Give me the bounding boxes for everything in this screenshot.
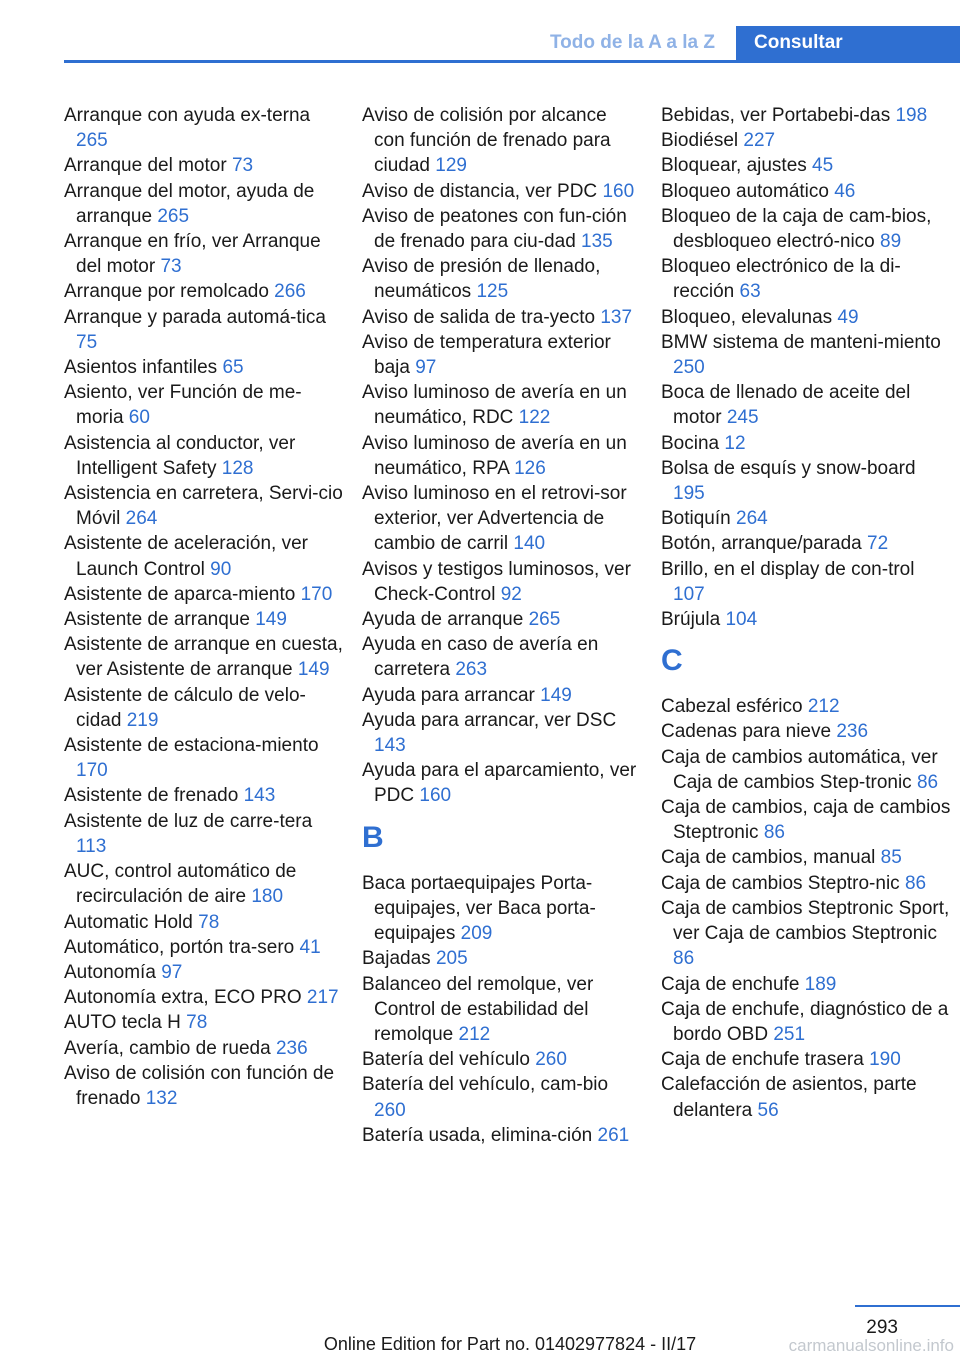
page-link[interactable]: 245 (726, 407, 759, 429)
entry-term: AUC, control automático de recirculación de aire (64, 861, 297, 908)
index-entry (661, 1072, 951, 1122)
index-entry (64, 431, 344, 481)
index-entry (661, 896, 951, 972)
entry-term: Autonomía (64, 961, 156, 983)
index-entry (661, 531, 951, 556)
entry-term: Asistente de aparca-miento (64, 583, 296, 605)
index-entry (64, 733, 344, 783)
index-entry (64, 607, 344, 632)
entry-term: Caja de cambios, manual (661, 847, 876, 869)
entry-term: Asistente de arranque en cuesta, ver Asistente de arranque (64, 634, 343, 681)
index-column-2 (362, 103, 642, 1148)
section-letter: C (661, 644, 683, 678)
entry-term: Aviso de colisión por alcance con función de frenado para ciudad (362, 105, 611, 177)
index-entry (661, 719, 951, 744)
index-entry (64, 1036, 344, 1061)
page-link[interactable]: 126 (514, 457, 546, 479)
index-entry (661, 1047, 951, 1072)
entry-term: Aviso de distancia, ver PDC (362, 180, 598, 202)
page-link[interactable]: 143 (374, 735, 406, 757)
page-link[interactable]: 135 (581, 231, 613, 253)
page-link[interactable]: 97 (415, 357, 437, 379)
page-link[interactable]: 128 (221, 457, 254, 479)
entry-term: Baca portaequipajes Porta-equipajes, ver Baca porta-equipajes (362, 872, 596, 945)
page-link[interactable]: 180 (251, 886, 284, 908)
page-link[interactable]: 149 (255, 609, 287, 631)
page-link[interactable]: 75 (76, 331, 98, 353)
page-link[interactable]: 45 (812, 155, 834, 177)
page-link[interactable]: 227 (743, 130, 776, 152)
page-link[interactable]: 261 (597, 1124, 630, 1146)
index-entry (661, 179, 951, 204)
index-entry (661, 845, 951, 870)
index-entry (661, 254, 951, 304)
page-link[interactable]: 78 (186, 1012, 208, 1034)
entry-term: Aviso luminoso de avería en un neumático, RPA (362, 432, 627, 479)
index-entry (362, 254, 642, 304)
page-link[interactable]: 12 (724, 432, 746, 454)
index-entry (661, 204, 951, 254)
page-link[interactable]: 264 (736, 508, 768, 530)
entry-term: Caja de cambios automática, ver Caja de cambios Step-tronic (661, 746, 938, 793)
entry-term: Cadenas para nieve (661, 721, 832, 743)
index-column-1 (64, 103, 344, 1111)
entry-term: Aviso de salida de tra-yecto (362, 306, 596, 328)
entry-term: Biodiésel (661, 130, 739, 152)
index-entry (661, 506, 951, 531)
entry-term: Arranque y parada automá-tica (64, 306, 326, 328)
index-entry (661, 795, 951, 845)
page-link[interactable]: 86 (763, 822, 785, 844)
page-link[interactable]: 236 (275, 1037, 308, 1059)
page-link[interactable]: 125 (476, 281, 509, 303)
page-link[interactable]: 132 (145, 1087, 178, 1109)
entry-term: Botón, arranque/parada (661, 533, 862, 555)
index-entry (64, 305, 344, 355)
entry-term: Arranque por remolcado (64, 281, 269, 303)
index-entry (661, 997, 951, 1047)
page-link[interactable]: 160 (602, 180, 635, 202)
index-entry (64, 809, 344, 859)
entry-term: Aviso de temperatura exterior baja (362, 331, 611, 379)
entry-term: Cabezal esférico (661, 696, 803, 718)
page-link[interactable]: 217 (306, 987, 339, 1009)
page-link[interactable]: 265 (528, 609, 561, 631)
page-link[interactable]: 195 (673, 483, 705, 505)
entry-term: Arranque del motor, ayuda de arranque (64, 180, 315, 227)
watermark: carmanualsonline.info (788, 1336, 954, 1355)
index-entry (362, 481, 642, 557)
entry-term: Autonomía extra, ECO PRO (64, 987, 302, 1009)
index-entry (64, 859, 344, 909)
index-entry (661, 305, 951, 330)
entry-term: Asientos infantiles (64, 357, 218, 379)
page-link[interactable]: 190 (869, 1049, 901, 1071)
entry-term: Brillo, en el display de con-trol (661, 558, 915, 580)
entry-term: AUTO tecla H (64, 1012, 181, 1034)
entry-term: Ayuda para arrancar, ver DSC (362, 709, 617, 731)
entry-term: Asistente de estaciona-miento (64, 735, 319, 757)
page-link[interactable]: 86 (673, 948, 695, 970)
index-entry (362, 305, 642, 330)
entry-term: Caja de enchufe (661, 973, 800, 995)
index-entry (64, 355, 344, 380)
index-entry (362, 1123, 642, 1148)
entry-term: Bebidas, ver Portabebi-das (661, 105, 891, 126)
page-link[interactable]: 86 (904, 872, 927, 894)
page-link[interactable]: 104 (725, 609, 758, 631)
page-link[interactable]: 56 (757, 1099, 779, 1121)
entry-term: Ayuda para arrancar (362, 684, 535, 706)
page-link[interactable]: 137 (600, 306, 633, 328)
index-entry (362, 632, 642, 682)
page-link[interactable]: 49 (837, 306, 859, 328)
entry-term: Aviso de peatones con fun-ción de frenado para ciu-dad (362, 205, 627, 253)
entry-term: Ayuda en caso de avería en carretera (362, 634, 599, 681)
page-link[interactable]: 41 (299, 936, 321, 958)
page-link[interactable]: 209 (460, 923, 493, 945)
page-link[interactable]: 129 (435, 155, 467, 177)
page-link[interactable]: 113 (76, 835, 107, 857)
page-link[interactable]: 198 (895, 105, 928, 126)
page-link[interactable]: 85 (880, 847, 902, 869)
entry-term: Bloquear, ajustes (661, 155, 807, 177)
edition-footer: Online Edition for Part no. 01402977824 - II/17 (323, 1334, 697, 1354)
page-link[interactable]: 260 (374, 1099, 406, 1121)
page-link[interactable]: 149 (297, 659, 330, 681)
entry-term: BMW sistema de manteni-miento (661, 331, 941, 353)
index-entry (362, 179, 642, 204)
entry-term: Asistencia en carretera, Servi-cio Móvil (64, 483, 343, 530)
entry-term: Batería del vehículo (362, 1049, 530, 1071)
page-link[interactable]: 212 (807, 696, 840, 718)
index-entry (64, 153, 344, 178)
index-entry (362, 708, 642, 758)
entry-term: Avisos y testigos luminosos, ver Check-Control (362, 558, 631, 605)
index-entry (64, 229, 344, 279)
entry-term: Aviso de presión de llenado, neumáticos (362, 256, 601, 303)
entry-term: Caja de cambios, caja de cambios Steptronic (661, 797, 951, 844)
index-entry (661, 103, 951, 128)
page-link[interactable]: 260 (535, 1049, 567, 1071)
index-entry (362, 871, 642, 947)
entry-term: Bloqueo, elevalunas (661, 306, 833, 328)
entry-term: Asiento, ver Función de me-moria (64, 382, 302, 429)
entry-term: Caja de enchufe trasera (661, 1049, 864, 1071)
entry-term: Automatic Hold (64, 911, 193, 933)
index-entry (362, 330, 642, 380)
index-entry (64, 910, 344, 935)
index-entry (64, 481, 344, 531)
page-link[interactable]: 170 (300, 583, 333, 605)
entry-term: Batería usada, elimina-ción (362, 1124, 593, 1146)
index-entry (64, 935, 344, 960)
index-entry (661, 607, 951, 632)
section-letter: B (362, 820, 384, 854)
page-number: 293 (866, 1317, 898, 1338)
entry-term: Calefacción de asientos, parte delantera (661, 1074, 917, 1121)
index-entry (64, 582, 344, 607)
page-link[interactable]: 65 (222, 357, 244, 379)
entry-term: Arranque en frío, ver Arranque del motor (64, 231, 321, 278)
header-rule (64, 60, 960, 63)
index-entry (64, 783, 344, 808)
page-link[interactable]: 89 (880, 231, 902, 253)
entry-term: Caja de enchufe, diagnóstico de a bordo OBD (661, 998, 949, 1045)
entry-term: Botiquín (661, 508, 731, 530)
index-entry (362, 758, 642, 808)
page-link[interactable]: 73 (160, 256, 182, 278)
page-link[interactable]: 251 (773, 1023, 806, 1045)
page-link[interactable]: 236 (836, 721, 869, 743)
entry-term: Asistente de frenado (64, 785, 239, 807)
entry-term: Asistente de luz de carre-tera (64, 810, 313, 832)
index-entry (362, 946, 642, 971)
page-link[interactable]: 73 (231, 155, 254, 177)
page-link[interactable]: 263 (455, 659, 488, 681)
index-entry (661, 557, 951, 607)
entry-term: Asistente de aceleración, ver Launch Control (64, 533, 308, 580)
index-entry (661, 153, 951, 178)
page-link[interactable]: 86 (916, 771, 939, 793)
entry-term: Arranque con ayuda ex-terna (64, 105, 311, 126)
index-entry (64, 632, 344, 682)
entry-term: Asistencia al conductor, ver Intelligent Safety (64, 432, 296, 479)
index-entry (661, 330, 951, 380)
index-entry (64, 380, 344, 430)
page-link[interactable]: 205 (435, 948, 468, 970)
page-link[interactable]: 189 (804, 973, 837, 995)
page-link[interactable]: 170 (76, 760, 108, 782)
page-link[interactable]: 90 (210, 558, 232, 580)
index-entry (362, 607, 642, 632)
index-entry (362, 431, 642, 481)
entry-term: Bloqueo de la caja de cam-bios, desbloqueo electró-nico (661, 205, 932, 253)
entry-term: Ayuda para el aparcamiento, ver PDC (362, 760, 637, 807)
page-link[interactable]: 160 (419, 785, 452, 807)
page-link[interactable]: 265 (76, 130, 108, 152)
entry-term: Avería, cambio de rueda (64, 1037, 271, 1059)
page-link[interactable]: 92 (500, 583, 522, 605)
index-entry (362, 380, 642, 430)
page-link[interactable]: 212 (458, 1023, 491, 1045)
index-entry (64, 103, 344, 153)
page-link[interactable]: 72 (867, 533, 889, 555)
index-entry (661, 431, 951, 456)
page-link[interactable]: 63 (739, 281, 761, 303)
page-link[interactable]: 122 (518, 407, 551, 429)
entry-term: Caja de cambios Steptro-nic (661, 872, 900, 894)
index-entry (661, 972, 951, 997)
index-entry (64, 683, 344, 733)
index-entry (362, 683, 642, 708)
entry-term: Batería del vehículo, cam-bio (362, 1074, 609, 1096)
index-entry (362, 103, 642, 179)
index-entry (661, 694, 951, 719)
index-entry (362, 204, 642, 254)
entry-term: Aviso luminoso de avería en un neumático, RDC (362, 382, 627, 429)
page-link[interactable]: 140 (513, 533, 546, 555)
index-entry (362, 1072, 642, 1122)
index-entry (64, 960, 344, 985)
index-entry (661, 871, 951, 896)
index-entry (64, 531, 344, 581)
entry-term: Bajadas (362, 948, 431, 970)
page-link[interactable]: 149 (540, 684, 572, 706)
entry-term: Caja de cambios Steptronic Sport, ver Caja de cambios Steptronic (661, 897, 950, 945)
index-column-3 (661, 103, 951, 1123)
entry-term: Boca de llenado de aceite del motor (661, 382, 911, 429)
index-entry (661, 128, 951, 153)
page-link[interactable]: 266 (274, 281, 306, 303)
entry-term: Bocina (661, 432, 720, 454)
index-entry (362, 1047, 642, 1072)
index-entry (64, 1061, 344, 1111)
entry-term: Asistente de cálculo de velo-cidad (64, 684, 306, 731)
entry-term: Bloqueo automático (661, 180, 829, 202)
entry-term: Asistente de arranque (64, 609, 250, 631)
index-entry (64, 179, 344, 229)
entry-term: Bloqueo electrónico de la di-rección (661, 256, 901, 303)
page-link[interactable]: 250 (673, 357, 705, 379)
page-link[interactable]: 46 (834, 180, 856, 202)
entry-term: Balanceo del remolque, ver Control de estabilidad del remolque (362, 973, 594, 1045)
footer-rule (855, 1305, 960, 1307)
index-entry (362, 557, 642, 607)
index-entry (661, 380, 951, 430)
index-entry (64, 1010, 344, 1035)
entry-term: Automático, portón tra-sero (64, 936, 295, 958)
index-entry (362, 972, 642, 1048)
page-link[interactable]: 107 (673, 583, 705, 605)
index-entry (64, 985, 344, 1010)
tab-consultar: Consultar (736, 26, 960, 60)
entry-term: Aviso de colisión con función de frenado (64, 1062, 335, 1109)
entry-term: Aviso luminoso en el retrovi-sor exterior, ver Advertencia de cambio de carril (362, 483, 627, 555)
entry-term: Bolsa de esquís y snow-board (661, 457, 916, 479)
index-entry (661, 745, 951, 795)
index-entry (661, 456, 951, 506)
page-link[interactable]: 78 (198, 911, 220, 933)
index-entry (64, 279, 344, 304)
entry-term: Brújula (661, 609, 721, 631)
page-link[interactable]: 143 (243, 785, 276, 807)
page-link[interactable]: 97 (161, 961, 183, 983)
page-link[interactable]: 264 (125, 508, 158, 530)
page-link[interactable]: 60 (128, 407, 150, 429)
entry-term: Arranque del motor (64, 155, 227, 177)
tab-section-title: Todo de la A a la Z (549, 32, 716, 53)
page-link[interactable]: 219 (126, 709, 159, 731)
entry-term: Ayuda de arranque (362, 609, 524, 631)
page-link[interactable]: 265 (157, 205, 190, 227)
